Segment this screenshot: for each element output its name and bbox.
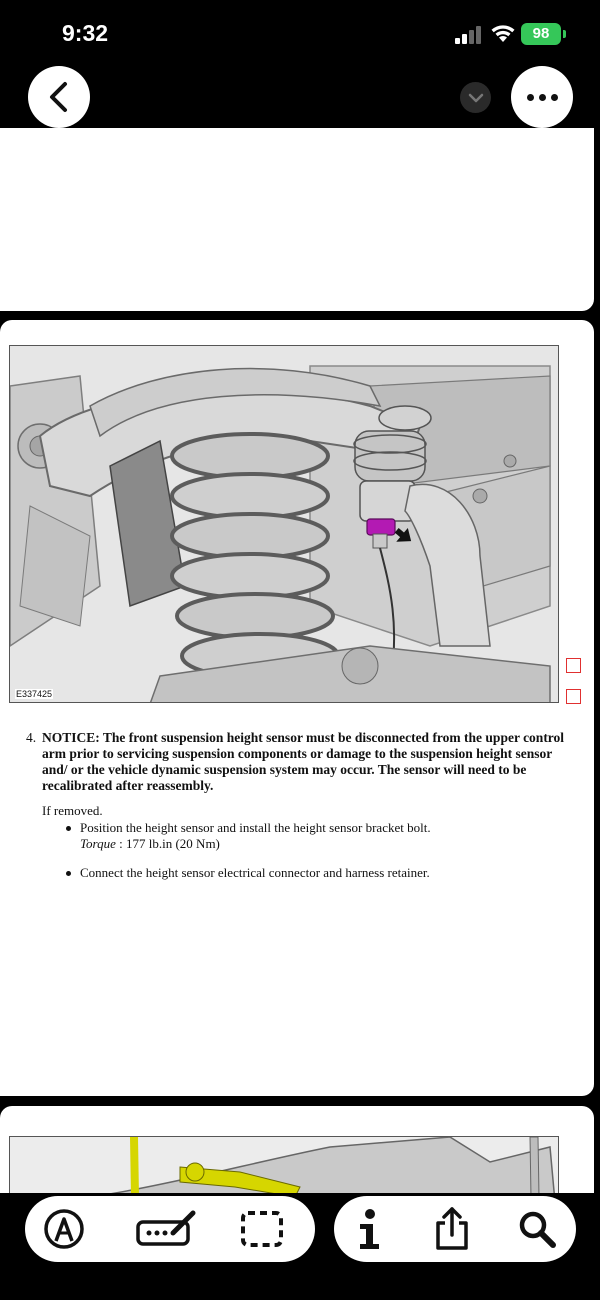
collapse-button[interactable]: [460, 82, 491, 113]
info-icon: [354, 1207, 384, 1251]
suspension-illustration-2: [10, 1137, 559, 1193]
top-nav: [0, 62, 600, 128]
suspension-illustration: [10, 346, 559, 703]
select-button[interactable]: [229, 1196, 295, 1262]
step-number: 4.: [26, 730, 37, 745]
wifi-icon: [490, 23, 516, 43]
document-page: [0, 1106, 594, 1193]
bottom-toolbar: [0, 1193, 600, 1300]
tool-group-actions: [334, 1196, 576, 1262]
document-page: [0, 128, 594, 311]
status-time: 9:32: [62, 20, 109, 46]
figure-label: E337425: [16, 689, 53, 699]
bullet-text: Position the height sensor and install the height sensor bracket bolt.: [80, 820, 431, 835]
bullet-text: Connect the height sensor electrical connector and harness retainer.: [80, 865, 430, 880]
share-button[interactable]: [419, 1196, 485, 1262]
status-bar: [0, 0, 600, 62]
cellular-signal-icon: [455, 26, 483, 44]
torque-value: : 177 lb.in (20 Nm): [115, 836, 220, 851]
next-figure: [9, 1136, 559, 1193]
list-item: [66, 820, 546, 852]
tool-group-markup: [25, 1196, 315, 1262]
list-item: [66, 865, 546, 881]
annotate-button[interactable]: [31, 1196, 97, 1262]
document-viewer[interactable]: [0, 128, 600, 1193]
share-icon: [433, 1206, 471, 1252]
battery-level: 98: [532, 25, 550, 42]
torque-line: [66, 836, 546, 852]
search-icon: [517, 1209, 557, 1249]
signature-icon: [135, 1208, 197, 1250]
more-icon: [527, 94, 534, 101]
battery-icon: [521, 23, 561, 45]
more-button[interactable]: [511, 66, 573, 128]
annotation-marker[interactable]: [566, 658, 581, 673]
pen-circle-icon: [43, 1208, 85, 1250]
search-button[interactable]: [504, 1196, 570, 1262]
step-notice: NOTICE: The front suspension height sensor must be disconnected from the upper control arm prior to servicing suspension components or damage to the suspension height sensor and/ or the vehicle dynamic suspension system may occur. The sensor will need to be recalibrated after reassembly.: [42, 730, 565, 793]
if-removed-text: If removed.: [42, 803, 103, 818]
annotation-marker[interactable]: [566, 689, 581, 704]
dashed-select-icon: [239, 1209, 285, 1249]
info-button[interactable]: [336, 1196, 402, 1262]
chevron-left-icon: [46, 81, 72, 113]
torque-label: Torque: [80, 836, 116, 851]
signature-button[interactable]: [133, 1196, 199, 1262]
back-button[interactable]: [28, 66, 90, 128]
chevron-down-icon: [468, 92, 484, 104]
suspension-figure: [9, 345, 559, 703]
document-page: [0, 320, 594, 1096]
